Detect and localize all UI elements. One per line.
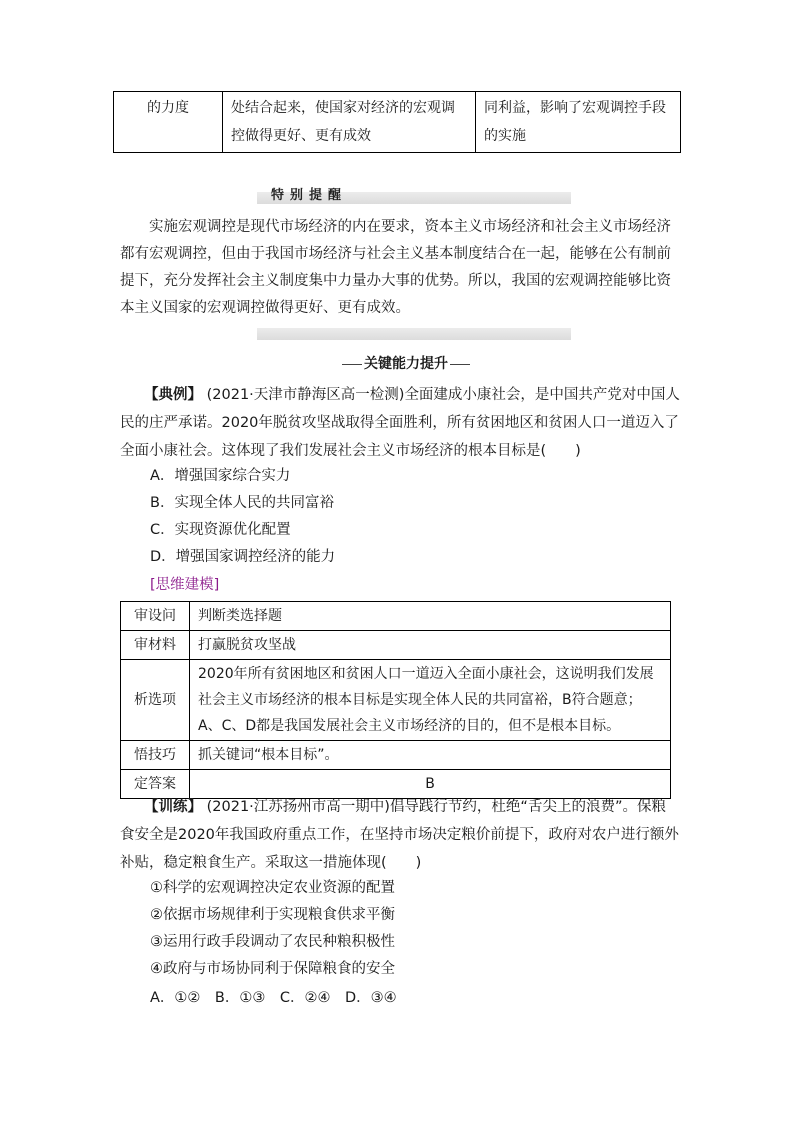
row-key: 析选项 [121,660,190,741]
row-value: 判断类选择题 [190,602,671,631]
thinking-label: [思维建模] [150,577,220,593]
row-value: B [190,770,671,799]
row-value: 抓关键词“根本目标”。 [190,741,671,770]
option-d: D．增强国家调控经济的能力 [150,549,336,565]
statement-2: ②依据市场规律利于实现粮食供求平衡 [150,907,395,923]
example-text: 全面建成小康社会，是中国共产党对中国人民的庄严承诺。2020年脱贫攻坚战取得全面胜利，所有贫困地区和贫困人口一道迈入了全面小康社会。这体现了我们发展社会主义市场经济的根本目标是( ) [120,387,680,459]
table-row [121,660,671,741]
table-cell: 的力度 [114,92,223,153]
special-note-heading: 特别提醒 [271,188,348,203]
thinking-model-table [120,601,671,799]
continuation-table [113,91,681,153]
example-label: 【典例】 [144,387,202,403]
row-key: 审设问 [121,602,190,631]
special-note-text: 实施宏观调控是现代市场经济的内在要求，资本主义市场经济和社会主义市场经济都有宏观调控，但由于我国市场经济与社会主义基本制度结合在一起，能够在公有制前提下，充分发挥社会主义制度集中力量办大事的优势。所以，我国的宏观调控能够比资本主义国家的宏观调控做得更好、更有成效。 [120,219,671,316]
row-key: 悟技巧 [121,741,190,770]
statement-1: ①科学的宏观调控决定农业资源的配置 [150,880,395,896]
option-a: A．增强国家综合实力 [150,468,291,484]
training-question [120,793,680,877]
row-value: 2020年所有贫困地区和贫困人口一道迈入全面小康社会，这说明我们发展社会主义市场经济的根本目标是实现全体人民的共同富裕，B符合题意；A、C、D都是我国发展社会主义市场经济的目的，但不是根本目标。 [190,660,671,741]
training-text: 倡导践行节约，杜绝“舌尖上的浪费”。保粮食安全是2020年我国政府重点工作，在坚持市场决定粮价前提下，政府对农户进行额外补贴，稳定粮食生产。采取这一措施体现( ) [120,799,679,871]
row-value: 打赢脱贫攻坚战 [190,631,671,660]
table-row [121,602,671,631]
table-row [121,741,671,770]
table-cell: 同利益，影响了宏观调控手段的实施 [476,92,681,153]
training-label: 【训练】 [144,799,202,815]
ability-heading: 关键能力提升 [340,353,472,373]
example-source: (2021·天津市静海区高一检测) [206,387,405,403]
option-c: C．实现资源优化配置 [150,522,291,538]
option-b: B．实现全体人民的共同富裕 [150,495,334,511]
statement-3: ③运用行政手段调动了农民种粮积极性 [150,934,395,950]
table-row [121,631,671,660]
training-source: (2021·江苏扬州市高一期中) [206,799,390,815]
row-key: 审材料 [121,631,190,660]
table-cell: 处结合起来，使国家对经济的宏观调控做得更好、更有成效 [223,92,476,153]
section-band [257,328,571,340]
row-key: 定答案 [121,770,190,799]
example-question [120,381,680,465]
answer-options: A．①② B．①③ C．②④ D．③④ [150,990,397,1006]
statement-4: ④政府与市场协同利于保障粮食的安全 [150,961,395,977]
